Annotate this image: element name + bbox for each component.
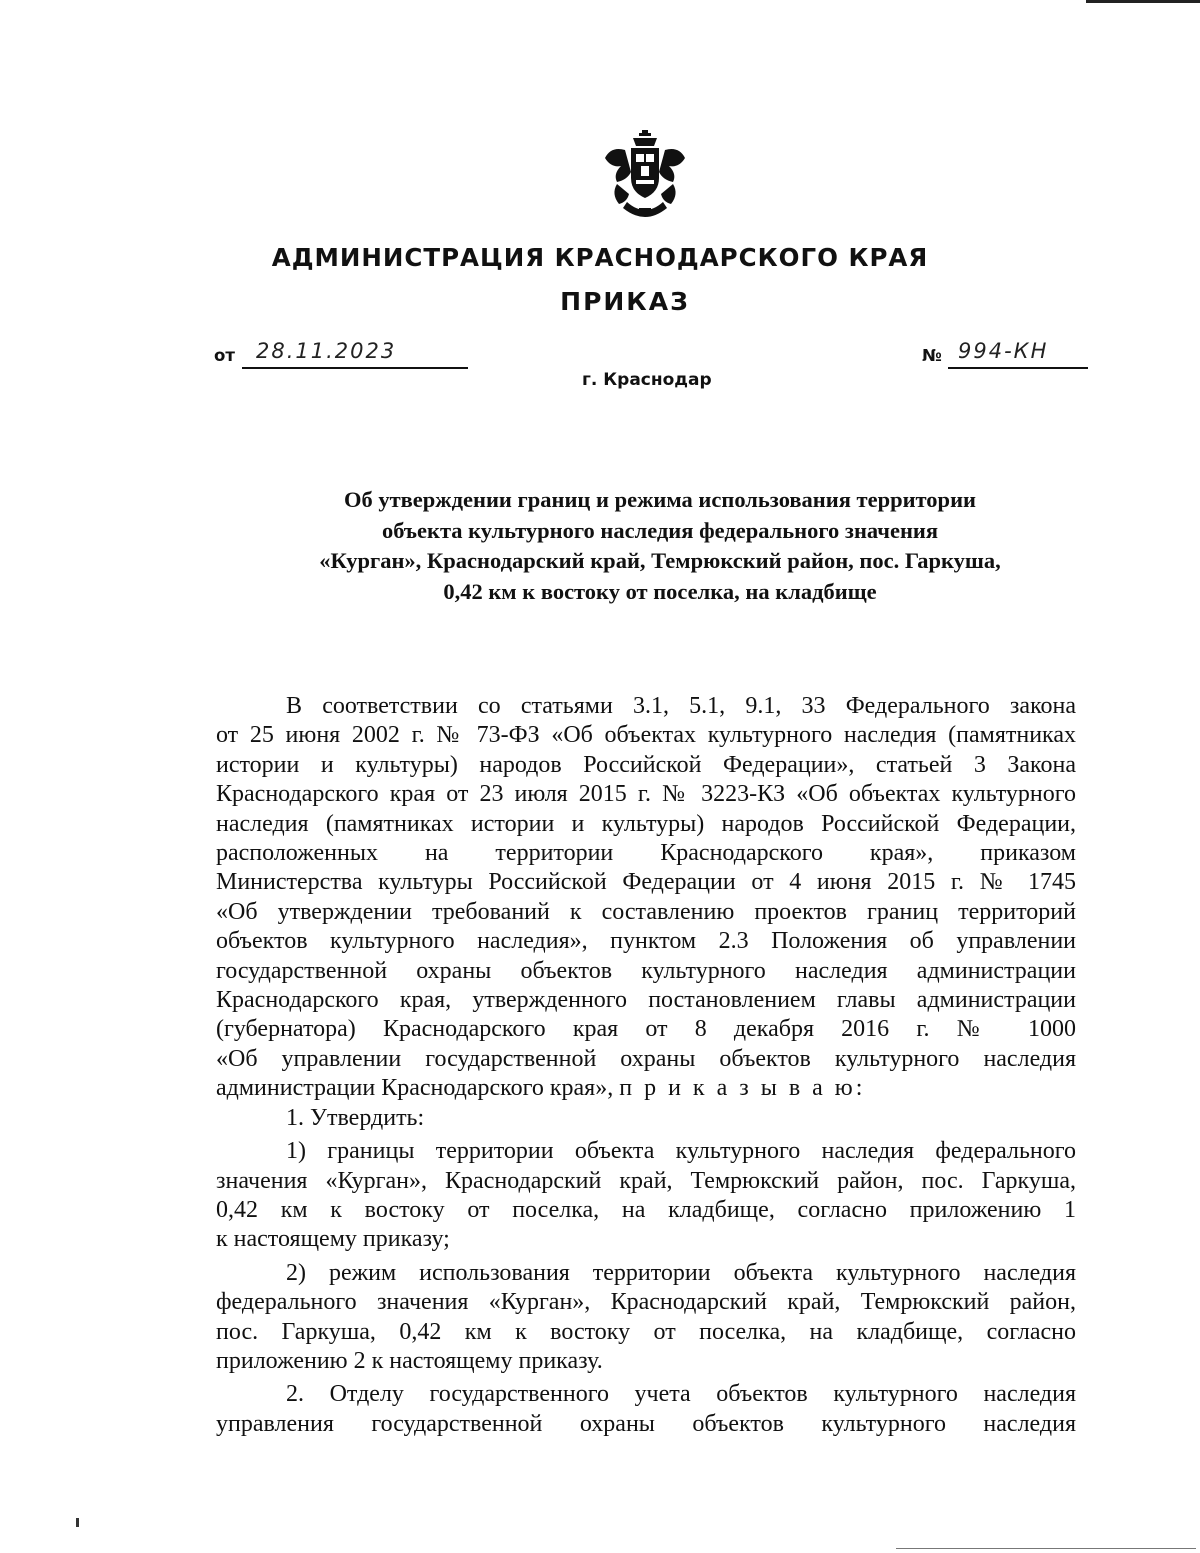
subject-line: 0,42 км к востоку от поселка, на кладбище: [443, 578, 877, 604]
order-word: п р и к а з ы в а ю:: [619, 1075, 866, 1102]
document-body: [216, 692, 1076, 1439]
subject-line: «Курган», Краснодарский край, Темрюкский район, пос. Гаркуша,: [319, 548, 1001, 573]
body-line: (губернатора) Краснодарского края от 8 декабря 2016 г. № 1000: [216, 1016, 1076, 1043]
scan-edge-mark-bottom: [896, 1548, 1196, 1549]
date-label: от: [214, 346, 235, 365]
item-1-1-line: значения «Курган», Краснодарский край, Темрюкский район, пос. Гаркуша,: [216, 1167, 1076, 1194]
item-1-2-line-last: приложению 2 к настоящему приказу.: [216, 1347, 603, 1374]
body-line: Краснодарского края, утвержденного постановлением главы администрации: [216, 987, 1076, 1014]
organization-title: АДМИНИСТРАЦИЯ КРАСНОДАРСКОГО КРАЯ: [271, 243, 929, 272]
document-date: 28.11.2023: [256, 339, 397, 363]
body-line: «Об управлении государственной охраны объектов культурного наследия: [216, 1045, 1076, 1072]
document-number: 994-КН: [958, 339, 1049, 363]
krasnodar-coat-of-arms-icon: [603, 128, 687, 220]
item-1-2-line: пос. Гаркуша, 0,42 км к востоку от поселка, на кладбище, согласно: [216, 1318, 1076, 1345]
body-line: Краснодарского края от 23 июля 2015 г. № 3223-КЗ «Об объектах культурного: [216, 781, 1076, 808]
document-type: ПРИКАЗ: [560, 287, 690, 316]
scan-speck: [76, 1518, 79, 1527]
subject-line: объекта культурного наследия федерального значения: [381, 517, 939, 543]
document-subject: [160, 485, 1160, 607]
preamble-end: администрации Краснодарского края»,: [216, 1075, 614, 1102]
item-2-line: управления государственной охраны объектов культурного наследия: [216, 1410, 1076, 1437]
body-line: В соответствии со статьями 3.1, 5.1, 9.1, 33 Федерального закона: [286, 693, 1076, 719]
body-line-last: [216, 1074, 1076, 1103]
body-line: Министерства культуры Российской Федерации от 4 июня 2015 г. № 1745: [216, 869, 1076, 896]
item-1-1-line: 1) границы территории объекта культурного наследия федерального: [286, 1138, 1076, 1165]
body-line: от 25 июня 2002 г. № 73-ФЗ «Об объектах культурного наследия (памятниках: [216, 722, 1076, 749]
item-1-2-line: федерального значения «Курган», Краснодарский край, Темрюкский район,: [216, 1289, 1076, 1316]
body-line: наследия (памятниках истории и культуры) народов Российской Федерации,: [216, 810, 1076, 837]
scan-edge-mark: [1086, 0, 1200, 3]
body-line: государственной охраны объектов культурного наследия администрации: [216, 957, 1076, 984]
number-label: №: [922, 346, 942, 365]
item-1-1-line: 0,42 км к востоку от поселка, на кладбище, согласно приложению 1: [216, 1196, 1076, 1223]
body-line: расположенных на территории Краснодарского края», приказом: [216, 840, 1076, 867]
body-line: «Об утверждении требований к составлению проектов границ территорий: [216, 898, 1076, 925]
item-2-line: 2. Отделу государственного учета объектов культурного наследия: [286, 1381, 1076, 1408]
body-line: истории и культуры) народов Российской Федерации», статьей 3 Закона: [216, 751, 1076, 778]
number-underline: [948, 367, 1088, 369]
subject-line: Об утверждении границ и режима использования территории: [343, 487, 977, 512]
item-1-2-line: 2) режим использования территории объекта культурного наследия: [286, 1259, 1076, 1286]
item-1-heading: 1. Утвердить:: [286, 1104, 425, 1131]
item-1-1-line-last: к настоящему приказу;: [216, 1226, 450, 1253]
date-underline: [242, 367, 468, 369]
body-line: объектов культурного наследия», пунктом 2.3 Положения об управлении: [216, 928, 1076, 955]
city: г. Краснодар: [582, 370, 712, 390]
